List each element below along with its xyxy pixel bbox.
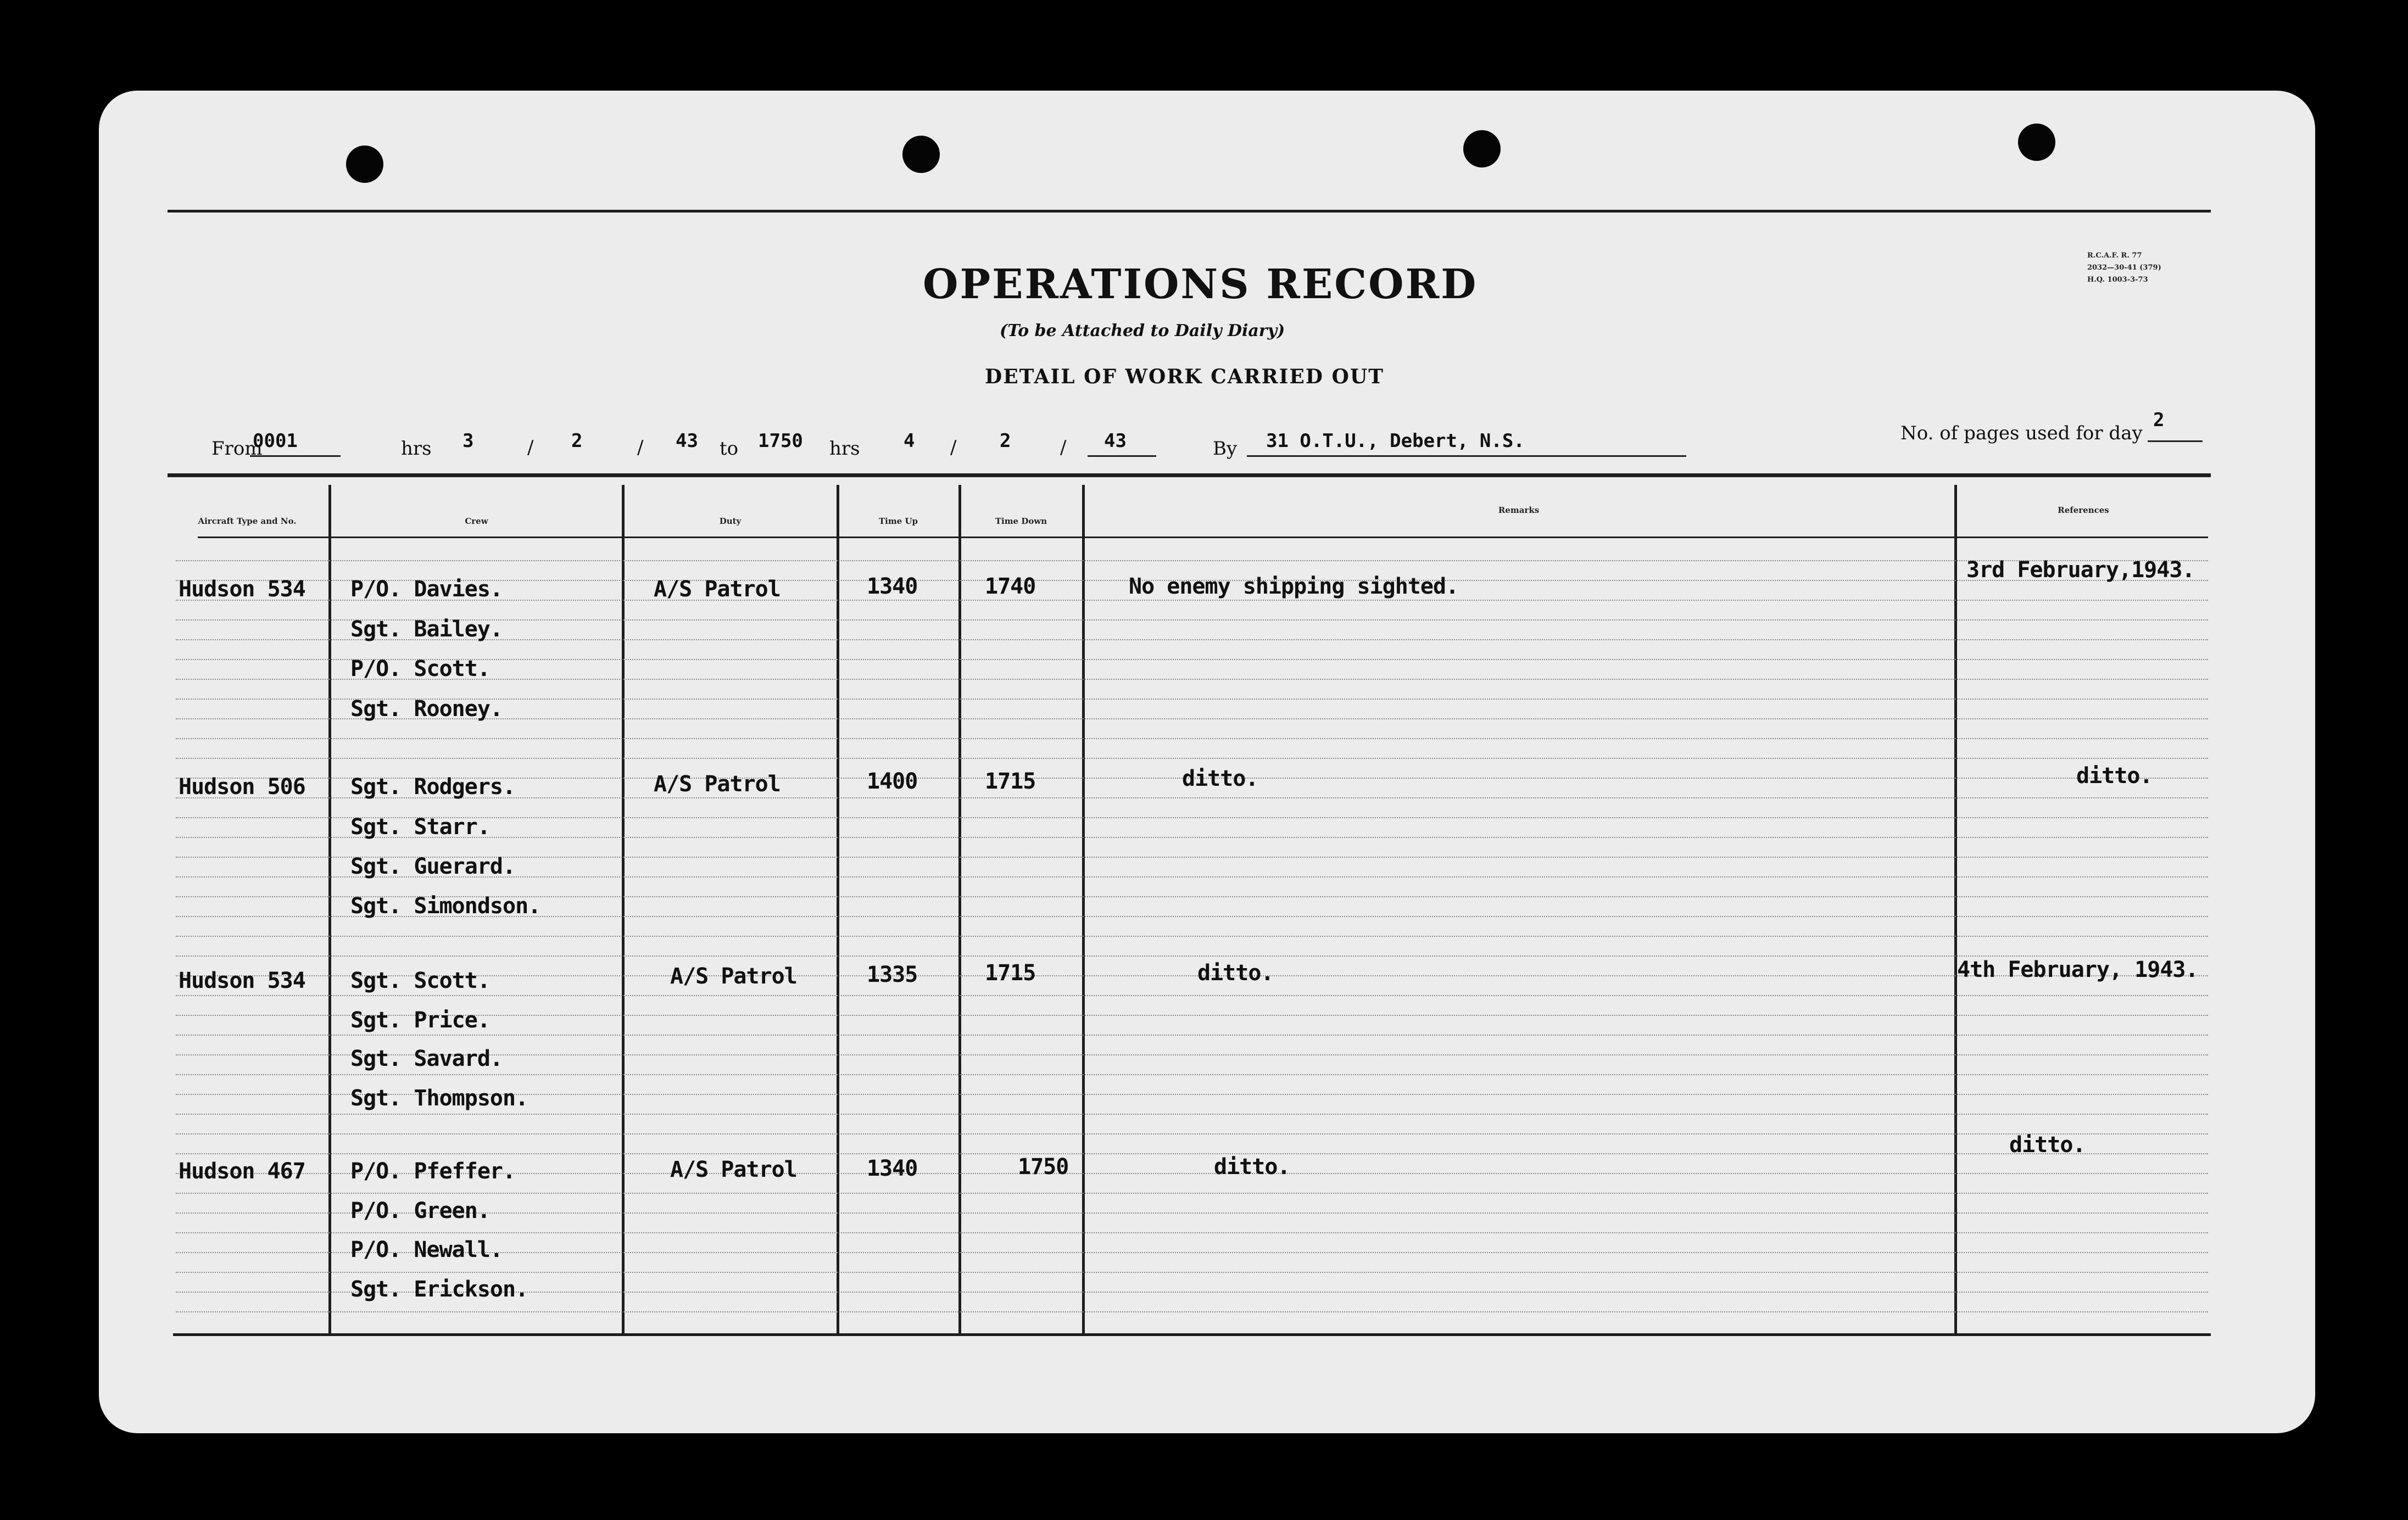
slash: / xyxy=(527,437,534,459)
ledger-line xyxy=(176,1153,2208,1154)
column-rule xyxy=(837,485,839,1333)
duty-cell: A/S Patrol xyxy=(654,772,781,797)
from-time: 0001 xyxy=(253,430,298,452)
to-year: 43 xyxy=(1104,430,1127,452)
crew-cell: P/O. Newall. xyxy=(350,1237,503,1262)
column-rule xyxy=(622,485,625,1333)
crew-cell: Sgt. Bailey. xyxy=(350,617,503,642)
crew-cell: Sgt. Rooney. xyxy=(350,696,503,722)
from-year: 43 xyxy=(676,430,698,452)
form-number-line: 2032—30-41 (379) xyxy=(2087,264,2161,272)
to-time: 1750 xyxy=(758,430,803,452)
from-day: 3 xyxy=(462,430,474,452)
ledger-line xyxy=(176,1074,2208,1075)
crew-cell: Sgt. Rodgers. xyxy=(350,774,516,800)
ledger-line xyxy=(176,758,2208,759)
time-down-cell: 1750 xyxy=(1018,1154,1069,1180)
crew-cell: Sgt. Savard. xyxy=(350,1046,503,1071)
ledger-line xyxy=(176,1133,2208,1135)
aircraft-cell: Hudson 506 xyxy=(179,774,305,800)
aircraft-cell: Hudson 534 xyxy=(179,577,305,602)
column-rule xyxy=(328,485,331,1333)
column-header-aircraft: Aircraft Type and No. xyxy=(198,516,297,526)
operations-record-card xyxy=(99,91,2315,1433)
pages-value: 2 xyxy=(2153,409,2165,431)
time-up-cell: 1340 xyxy=(867,574,918,599)
column-rule xyxy=(1082,485,1085,1333)
column-header-duty: Duty xyxy=(719,516,742,526)
reference-cell: ditto. xyxy=(2009,1132,2086,1158)
ledger-line xyxy=(176,936,2208,937)
detail-heading: DETAIL OF WORK CARRIED OUT xyxy=(985,365,1385,388)
from-month: 2 xyxy=(571,430,583,452)
time-up-cell: 1400 xyxy=(867,769,918,794)
duty-cell: A/S Patrol xyxy=(670,964,797,989)
page-subtitle: (To be Attached to Daily Diary) xyxy=(1000,321,1285,340)
crew-cell: Sgt. Erickson. xyxy=(350,1277,528,1302)
crew-cell: P/O. Green. xyxy=(350,1198,490,1223)
hrs-label: hrs xyxy=(829,438,860,460)
column-header-references: References xyxy=(2058,505,2109,515)
ledger-line xyxy=(176,1114,2208,1115)
crew-cell: Sgt. Simondson. xyxy=(350,893,541,919)
time-up-cell: 1335 xyxy=(867,962,918,987)
table-top-rule xyxy=(168,473,2211,477)
crew-cell: P/O. Scott. xyxy=(350,656,490,681)
slash: / xyxy=(1060,437,1067,459)
to-label: to xyxy=(720,438,739,460)
time-down-cell: 1715 xyxy=(985,769,1036,794)
to-day: 4 xyxy=(904,430,915,452)
by-value: 31 O.T.U., Debert, N.S. xyxy=(1266,430,1525,452)
column-header-crew: Crew xyxy=(465,516,488,526)
crew-cell: P/O. Davies. xyxy=(350,577,503,602)
crew-cell: Sgt. Thompson. xyxy=(350,1086,528,1111)
time-down-cell: 1715 xyxy=(985,960,1036,986)
punch-hole xyxy=(2018,124,2055,161)
ledger-line xyxy=(176,995,2208,996)
slash: / xyxy=(950,437,957,459)
ledger-line xyxy=(176,1232,2208,1233)
ledger-line xyxy=(176,1193,2208,1194)
crew-cell: Sgt. Starr. xyxy=(350,814,490,840)
time-up-cell: 1340 xyxy=(867,1156,918,1181)
crew-cell: P/O. Pfeffer. xyxy=(350,1159,516,1184)
ledger-line xyxy=(176,560,2208,561)
remarks-cell: ditto. xyxy=(1197,960,1274,986)
by-label: By xyxy=(1213,438,1238,460)
ledger-line xyxy=(176,955,2208,957)
aircraft-cell: Hudson 467 xyxy=(179,1159,305,1184)
form-number xyxy=(2087,250,2161,286)
hrs-label: hrs xyxy=(401,438,432,460)
reference-cell: 3rd February,1943. xyxy=(1966,557,2195,583)
reference-cell: ditto. xyxy=(2076,763,2153,789)
pages-label: No. of pages used for day xyxy=(1900,422,2143,444)
ledger-line xyxy=(176,1035,2208,1036)
column-header-time-down: Time Down xyxy=(995,516,1047,526)
column-rule xyxy=(1954,485,1957,1333)
remarks-cell: No enemy shipping sighted. xyxy=(1129,574,1459,599)
slash: / xyxy=(637,437,644,459)
time-down-cell: 1740 xyxy=(985,574,1036,599)
punch-hole xyxy=(902,136,940,173)
crew-cell: Sgt. Price. xyxy=(350,1008,490,1033)
header-bottom-rule xyxy=(198,537,2208,538)
duty-cell: A/S Patrol xyxy=(654,577,781,602)
column-header-time-up: Time Up xyxy=(878,516,918,526)
ledger-line xyxy=(176,1272,2208,1273)
from-label: From xyxy=(211,438,263,460)
column-rule xyxy=(958,485,961,1333)
crew-cell: Sgt. Scott. xyxy=(350,968,490,993)
table-bottom-rule xyxy=(173,1333,2211,1336)
from-time-underline xyxy=(250,455,341,457)
page-title: OPERATIONS RECORD xyxy=(923,261,1478,308)
top-rule xyxy=(168,210,2211,213)
reference-cell: 4th February, 1943. xyxy=(1957,957,2198,982)
pages-underline xyxy=(2148,440,2203,442)
crew-cell: Sgt. Guerard. xyxy=(350,854,516,879)
remarks-cell: ditto. xyxy=(1182,766,1258,791)
column-header-remarks: Remarks xyxy=(1498,505,1540,515)
to-year-underline xyxy=(1088,455,1156,457)
to-month: 2 xyxy=(1000,430,1011,452)
aircraft-cell: Hudson 534 xyxy=(179,968,305,993)
ledger-line xyxy=(176,738,2208,739)
ledger-line xyxy=(176,1311,2208,1312)
punch-hole xyxy=(1463,130,1501,167)
form-number-line: H.Q. 1003-3-73 xyxy=(2087,276,2148,284)
duty-cell: A/S Patrol xyxy=(670,1157,797,1182)
remarks-cell: ditto. xyxy=(1214,1154,1290,1180)
punch-hole xyxy=(346,146,383,183)
form-number-line: R.C.A.F. R. 77 xyxy=(2087,252,2142,260)
by-underline xyxy=(1247,455,1686,457)
